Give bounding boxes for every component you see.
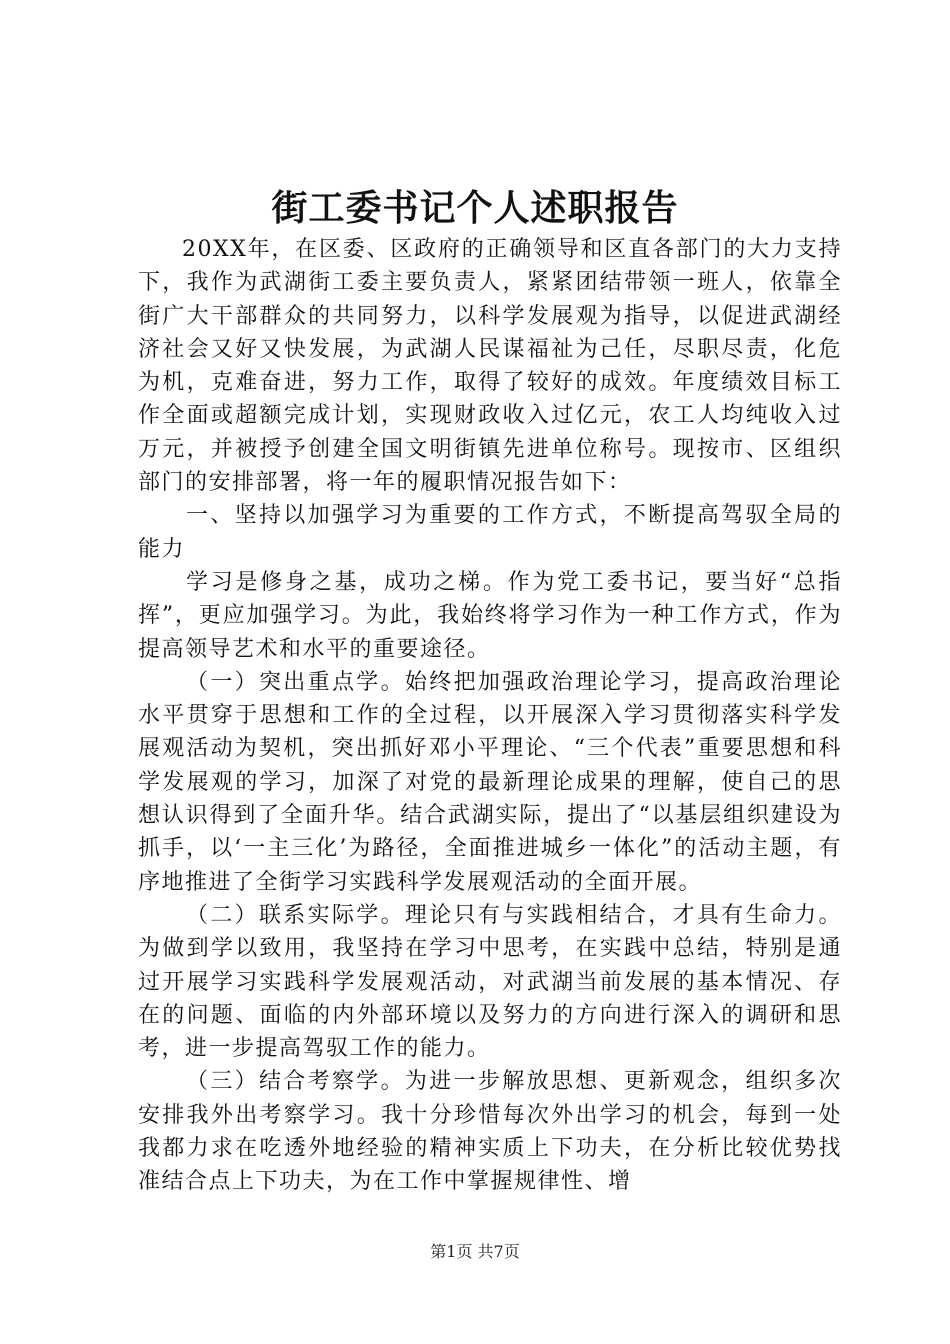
document-body bbox=[138, 233, 842, 1199]
page-footer: 第1页 共7页 bbox=[430, 1242, 520, 1261]
document-title: 街工委书记个人述职报告 bbox=[271, 187, 679, 229]
section-heading-1: 一、坚持以加强学习为重要的工作方式，不断提高驾驭全局的能力 bbox=[138, 503, 842, 562]
paragraph-practical-study: （二）联系实际学。理论只有与实践相结合，才具有生命力。为做到学以致用，我坚持在学习中思考，在实践中总结，特别是通过开展学习实践科学发展观活动，对武湖当前发展的基本情况、存在的问题、面临的内外部环境以及努力的方向进行深入的调研和思考，进一步提高驾驭工作的能力。 bbox=[138, 902, 842, 1062]
paragraph-inspection-study: （三）结合考察学。为进一步解放思想、更新观念，组织多次安排我外出考察学习。我十分珍惜每次外出学习的机会，每到一处我都力求在吃透外地经验的精神实质上下功夫，在分析比较优势找准结合点上下功夫，为在工作中掌握规律性、增 bbox=[138, 1069, 842, 1195]
paragraph-focus-study: （一）突出重点学。始终把加强政治理论学习，提高政治理论水平贯穿于思想和工作的全过程，以开展深入学习贯彻落实科学发展观活动为契机，突出抓好邓小平理论、“三个代表”重要思想和科学发展观的学习，加深了对党的最新理论成果的理解，使自己的思想认识得到了全面升华。结合武湖实际，提出了“以基层组织建设为抓手，以‘一主三化’为路径，全面推进城乡一体化”的活动主题，有序地推进了全街学习实践科学发展观活动的全面开展。 bbox=[138, 669, 842, 895]
paragraph-intro: 20XX年，在区委、区政府的正确领导和区直各部门的大力支持下，我作为武湖街工委主要负责人，紧紧团结带领一班人，依靠全街广大干部群众的共同努力，以科学发展观为指导，以促进武湖经济社会又好又快发展，为武湖人民谋福祉为己任，尽职尽责，化危为机，克难奋进，努力工作，取得了较好的成效。年度绩效目标工作全面或超额完成计划，实现财政收入过亿元，农工人均纯收入过万元，并被授予创建全国文明街镇先进单位称号。现按市、区组织部门的安排部署，将一年的履职情况报告如下： bbox=[138, 237, 842, 496]
paragraph-study: 学习是修身之基，成功之梯。作为党工委书记，要当好“总指挥”，更应加强学习。为此，我始终将学习作为一种工作方式，作为提高领导艺术和水平的重要途径。 bbox=[138, 569, 842, 662]
